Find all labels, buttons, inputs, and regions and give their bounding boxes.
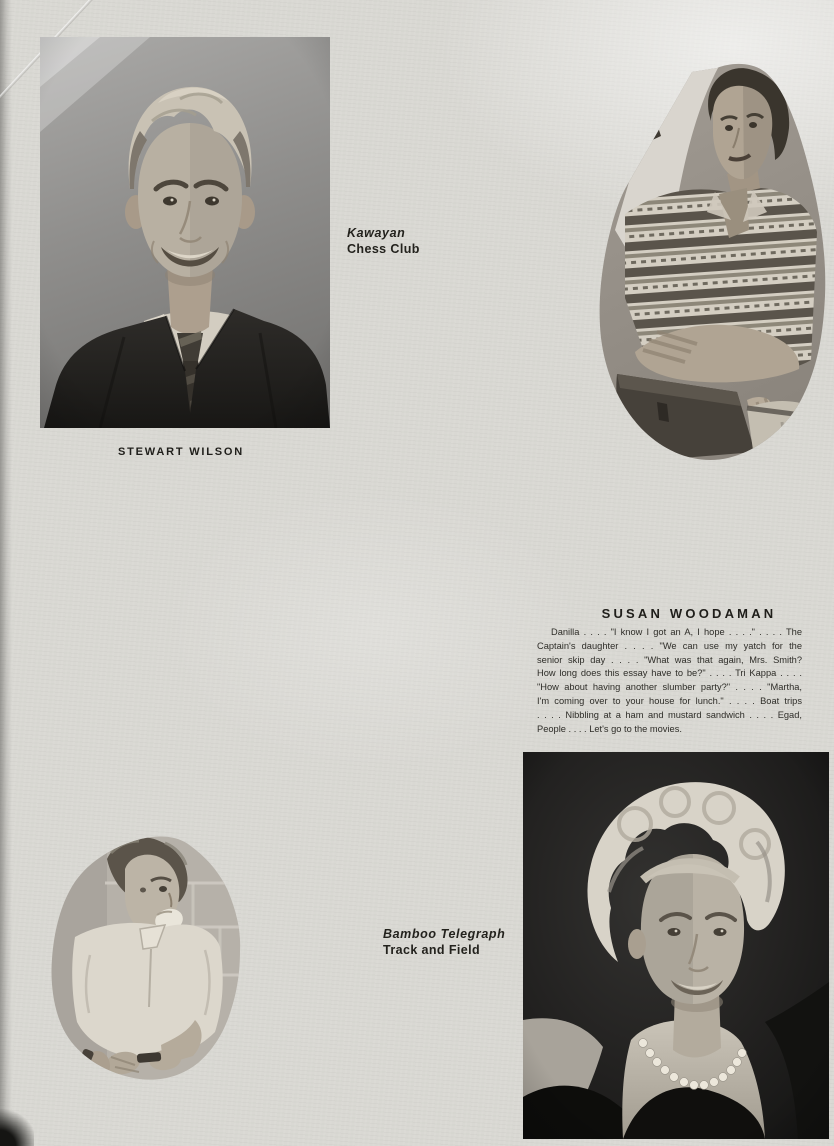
- bio-line: How long does this essay have to be?" . . . . Tri Kappa . . . .: [537, 668, 802, 679]
- susan-bio-paragraph: [537, 626, 802, 736]
- portrait-photo-stewart-wilson: [40, 37, 330, 428]
- bio-line: People . . . . Let's go to the movies.: [537, 723, 682, 734]
- label-bamboo-track: [383, 927, 505, 958]
- bio-line: Captain's daughter . . . . "We can use my yatch for the: [537, 640, 802, 651]
- portrait-photo-susan-woodaman: [523, 752, 829, 1139]
- bio-line: Danilla . . . . "I know I got an A, I hope . . . ." . . . . The: [551, 627, 802, 637]
- page-left-edge-shadow: [0, 0, 12, 1146]
- bio-line: senior skip day . . . . "What was that again, Mrs. Smith?: [537, 654, 802, 665]
- cutout-photo-girl-eating: [45, 835, 245, 1087]
- label-kawayan-line1: Kawayan: [347, 226, 406, 240]
- label-kawayan-chess-club: [347, 226, 420, 257]
- bio-line: I'm coming over to your house for lunch." . . . . Boat trips: [537, 695, 802, 706]
- bio-line: . . . . Nibbling at a ham and mustard sandwich . . . . Egad,: [537, 709, 802, 720]
- bio-line: "How about having another slumber party?" . . . . "Martha,: [537, 682, 802, 693]
- label-kawayan-line2: Chess Club: [347, 241, 420, 256]
- label-bamboo-line2: Track and Field: [383, 942, 481, 957]
- cutout-photo-boy-striped-shirt: [597, 62, 834, 464]
- label-bamboo-line1: Bamboo Telegraph: [383, 927, 506, 941]
- page-corner-shadow: [0, 1106, 34, 1146]
- caption-stewart-wilson: STEWART WILSON: [117, 446, 245, 458]
- heading-susan-woodaman: SUSAN WOODAMAN: [601, 606, 777, 621]
